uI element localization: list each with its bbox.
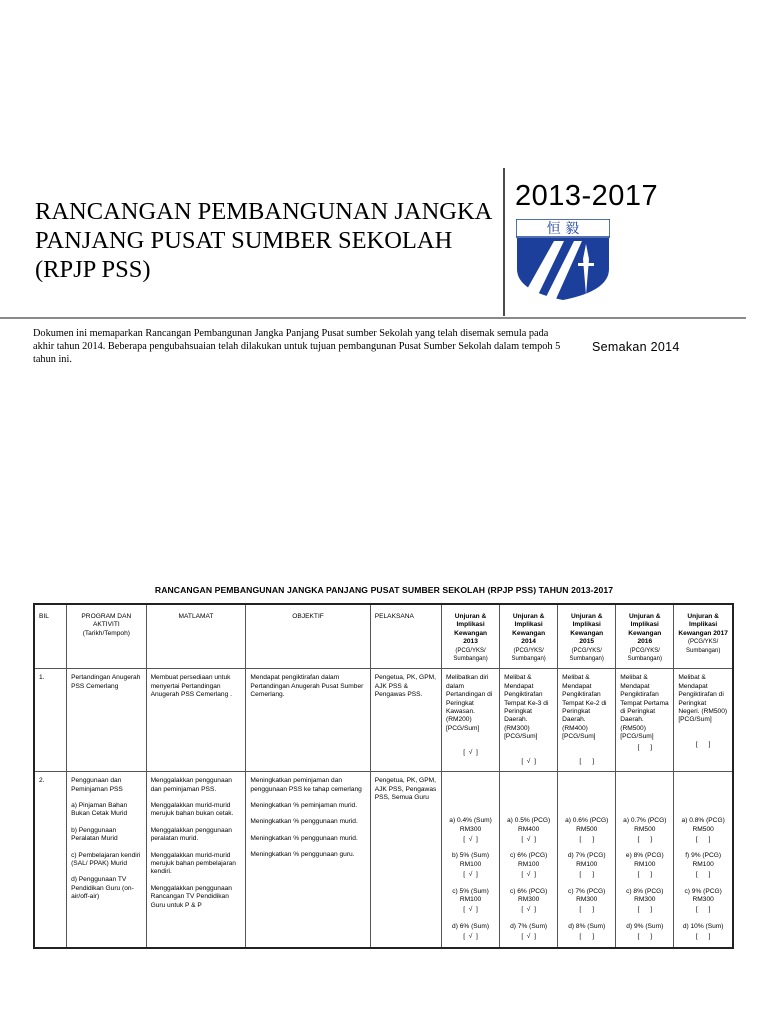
year-target: a) 0.8% (PCG) RM500	[681, 817, 725, 833]
status-checkbox: [ ]	[579, 933, 595, 941]
year-target: b) 5% (Sum) RM100	[452, 852, 490, 868]
row-program: Pertandingan Anugerah PSS Cemerlang	[67, 669, 146, 772]
header-year-note: (PCG/YKS/ Sumbangan)	[627, 647, 662, 663]
year-target: c) 6% (PCG) RM300	[509, 887, 548, 903]
row-year-2014	[500, 669, 558, 772]
header-program-label: PROGRAM DAN AKTIVITI	[81, 613, 132, 629]
header-year-label: Unjuran & Implikasi Kewangan 2013	[454, 613, 488, 646]
row-bil: 2.	[34, 772, 67, 948]
sub-objektif: Meningkatkan % penggunaan murid.	[250, 818, 358, 826]
sub-matlamat: Menggalakkan penggunaan Rancangan TV Pendidikan Guru untuk P & P	[150, 884, 232, 909]
row-bil: 1.	[34, 669, 67, 772]
year-target: c) 6% (PCG) RM100	[509, 852, 548, 868]
year-target: d) 9% (Sum)	[626, 922, 664, 930]
header-pelaksana: PELAKSANA	[370, 604, 441, 669]
year-target: a) 0.5% (PCG) RM400	[507, 817, 551, 833]
status-checkbox: [ √ ]	[521, 871, 536, 879]
header-year-2015	[558, 604, 616, 669]
header-year-label: Unjuran & Implikasi Kewangan 2015	[570, 613, 604, 646]
status-checkbox: [ √ ]	[521, 933, 536, 941]
plan-table	[33, 603, 734, 949]
row-year-2014	[500, 772, 558, 948]
header-year-2016	[616, 604, 674, 669]
status-checkbox: [ √ ]	[521, 757, 536, 765]
year-target: d) 7% (Sum)	[510, 922, 548, 930]
sub-program: b) Penggunaan Peralatan Murid	[71, 826, 118, 843]
header-year-2013	[442, 604, 500, 669]
status-checkbox: [ √ ]	[463, 906, 478, 914]
row-matlamat	[146, 772, 246, 948]
year-target: Melibat & Mendapat Pengiktirafan Tempat Ke-3 di Peringkat Daerah. (RM300) [PCG/Sum]	[504, 674, 549, 741]
program-heading: Penggunaan dan Peminjaman PSS	[71, 777, 123, 793]
year-target: c) 5% (Sum) RM100	[452, 887, 489, 903]
sub-program: d) Penggunaan TV Pendidikan Guru (on-air/off-air)	[71, 876, 134, 901]
header-matlamat: MATLAMAT	[146, 604, 246, 669]
status-checkbox: [ ]	[579, 871, 595, 879]
row-objektif: Mendapat pengiktirafan dalam Pertandingan Anugerah Pusat Sumber Cemerlang.	[246, 669, 370, 772]
row-pelaksana: Pengetua, PK, GPM, AJK PSS & Pengawas PSS.	[370, 669, 441, 772]
sub-objektif: Meningkatkan % peminjaman murid.	[250, 801, 358, 809]
sub-matlamat: Menggalakkan murid-murid merujuk bahan pembelajaran kendiri.	[150, 851, 236, 876]
year-target: c) 7% (PCG) RM300	[568, 887, 606, 903]
year-target: c) 8% (PCG) RM300	[626, 887, 664, 903]
header-divider-horizontal	[0, 317, 746, 319]
header-year-note: (PCG/YKS/ Sumbangan)	[685, 639, 721, 654]
row-objektif	[246, 772, 370, 948]
year-range: 2013-2017	[515, 180, 659, 212]
row-year-2016	[616, 669, 674, 772]
year-target: Melibat & Mendapat Pengiktirafan Tempat Pertama di Peringkat Daerah. (RM500) [PCG/Sum]	[620, 674, 669, 741]
status-checkbox: [ √ ]	[463, 871, 478, 879]
year-target: a) 0.4% (Sum) RM300	[449, 817, 492, 833]
year-target: d) 7% (PCG) RM100	[567, 852, 606, 868]
table-header-row	[34, 604, 733, 669]
document-description: Dokumen ini memaparkan Rancangan Pembangunan Jangka Panjang Pusat sumber Sekolah yang telah disemak semula pada akhir tahun 2014. Beberapa pengubahsuaian telah dilakukan untuk tujuan pembangunan Pusat Sumber Sekolah dalam tempoh 5 tahun ini.	[33, 328, 561, 365]
header-year-label: Unjuran & Implikasi Kewangan 2016	[628, 613, 662, 646]
year-target: d) 6% (Sum)	[452, 922, 490, 930]
table-row	[34, 669, 733, 772]
header-program	[67, 604, 146, 669]
status-checkbox: [ ]	[695, 906, 711, 914]
year-target: c) 9% (PCG) RM300	[684, 887, 722, 903]
year-target: Melibat & Mendapat Pengiktirafan Tempat Ke-2 di Peringkat Daerah. (RM400) [PCG/Sum]	[562, 674, 607, 741]
status-checkbox: [ ]	[637, 743, 653, 751]
sub-matlamat: Menggalakkan penggunaan peralatan murid.	[150, 826, 232, 843]
sub-objektif: Meningkatkan % penggunaan murid.	[250, 834, 358, 842]
school-crest-icon	[516, 219, 610, 301]
year-target: d) 8% (Sum)	[568, 922, 606, 930]
row-year-2013	[442, 772, 500, 948]
header-year-label: Unjuran & Implikasi Kewangan 2014	[512, 613, 546, 646]
header-bil: BIL	[34, 604, 67, 669]
header-year-2017	[674, 604, 733, 669]
header-objektif: OBJEKTIF	[246, 604, 370, 669]
status-checkbox: [ ]	[695, 740, 711, 748]
status-checkbox: [ ]	[637, 835, 653, 843]
year-target: Melibat & Mendapat Pengiktirafan di Peringkat Negeri. (RM500) [PCG/Sum]	[678, 674, 728, 724]
header-year-2014	[500, 604, 558, 669]
crest-text: 恒 毅	[546, 221, 580, 237]
row-year-2015	[558, 669, 616, 772]
year-target: d) 10% (Sum)	[682, 922, 724, 930]
status-checkbox: [ ]	[637, 871, 653, 879]
year-target: f) 9% (PCG) RM100	[685, 852, 722, 868]
status-checkbox: [ ]	[579, 835, 595, 843]
row-year-2017	[674, 669, 733, 772]
row-pelaksana: Pengetua, PK, GPM, AJK PSS, Pengawas PSS, Semua Guru	[370, 772, 441, 948]
year-target: a) 0.6% (PCG) RM500	[565, 817, 609, 833]
status-checkbox: [ √ ]	[521, 906, 536, 914]
sub-program: a) Pinjaman Bahan Bukan Cetak Murid	[71, 801, 128, 818]
sub-objektif: Meningkatkan % penggunaan guru.	[250, 851, 355, 859]
status-checkbox: [ ]	[695, 933, 711, 941]
row-year-2016	[616, 772, 674, 948]
year-target: e) 8% (PCG) RM100	[625, 852, 664, 868]
header-year-note: (PCG/YKS/ Sumbangan)	[569, 647, 604, 663]
year-target: Melibatkan diri dalam Pertandingan di Peringkat Kawasan. (RM200) [PCG/Sum]	[446, 674, 493, 732]
header-year-note: (PCG/YKS/ Sumbangan)	[453, 647, 488, 663]
sub-program: c) Pembelajaran kendiri (SAL/ PPAK) Murid	[71, 851, 141, 867]
status-checkbox: [ √ ]	[463, 933, 478, 941]
row-year-2013	[442, 669, 500, 772]
header-year-label: Unjuran & Implikasi Kewangan 2017	[678, 613, 728, 637]
table-title: RANCANGAN PEMBANGUNAN JANGKA PANJANG PUSAT SUMBER SEKOLAH (RPJP PSS) TAHUN 2013-2017	[154, 585, 614, 595]
status-checkbox: [ ]	[579, 906, 595, 914]
sub-matlamat: Menggalakkan murid-murid merujuk bahan bukan cetak.	[150, 801, 234, 818]
row-year-2015	[558, 772, 616, 948]
matlamat-heading: Menggalakkan penggunaan dan peminjaman PSS.	[150, 777, 232, 793]
status-checkbox: [ ]	[695, 871, 711, 879]
status-checkbox: [ ]	[637, 933, 653, 941]
status-checkbox: [ ]	[579, 757, 595, 765]
revision-label: Semakan 2014	[592, 340, 680, 354]
status-checkbox: [ ]	[695, 835, 711, 843]
status-checkbox: [ √ ]	[463, 749, 478, 757]
status-checkbox: [ √ ]	[521, 835, 536, 843]
objektif-heading: Meningkatkan peminjaman dan penggunaan PSS ke tahap cemerlang	[250, 777, 362, 793]
year-target: a) 0.7% (PCG) RM500	[623, 817, 667, 833]
document-title: RANCANGAN PEMBANGUNAN JANGKA PANJANG PUSAT SUMBER SEKOLAH (RPJP PSS)	[35, 198, 492, 283]
header-year-note: (PCG/YKS/ Sumbangan)	[511, 647, 546, 663]
header-program-note: (Tarikh/Tempoh)	[82, 629, 130, 637]
status-checkbox: [ √ ]	[463, 835, 478, 843]
row-year-2017	[674, 772, 733, 948]
status-checkbox: [ ]	[637, 906, 653, 914]
row-matlamat: Membuat persediaan untuk menyertai Pertandingan Anugerah PSS Cemerlang .	[146, 669, 246, 772]
row-program	[67, 772, 146, 948]
table-row	[34, 772, 733, 948]
header-divider-vertical	[503, 168, 505, 316]
